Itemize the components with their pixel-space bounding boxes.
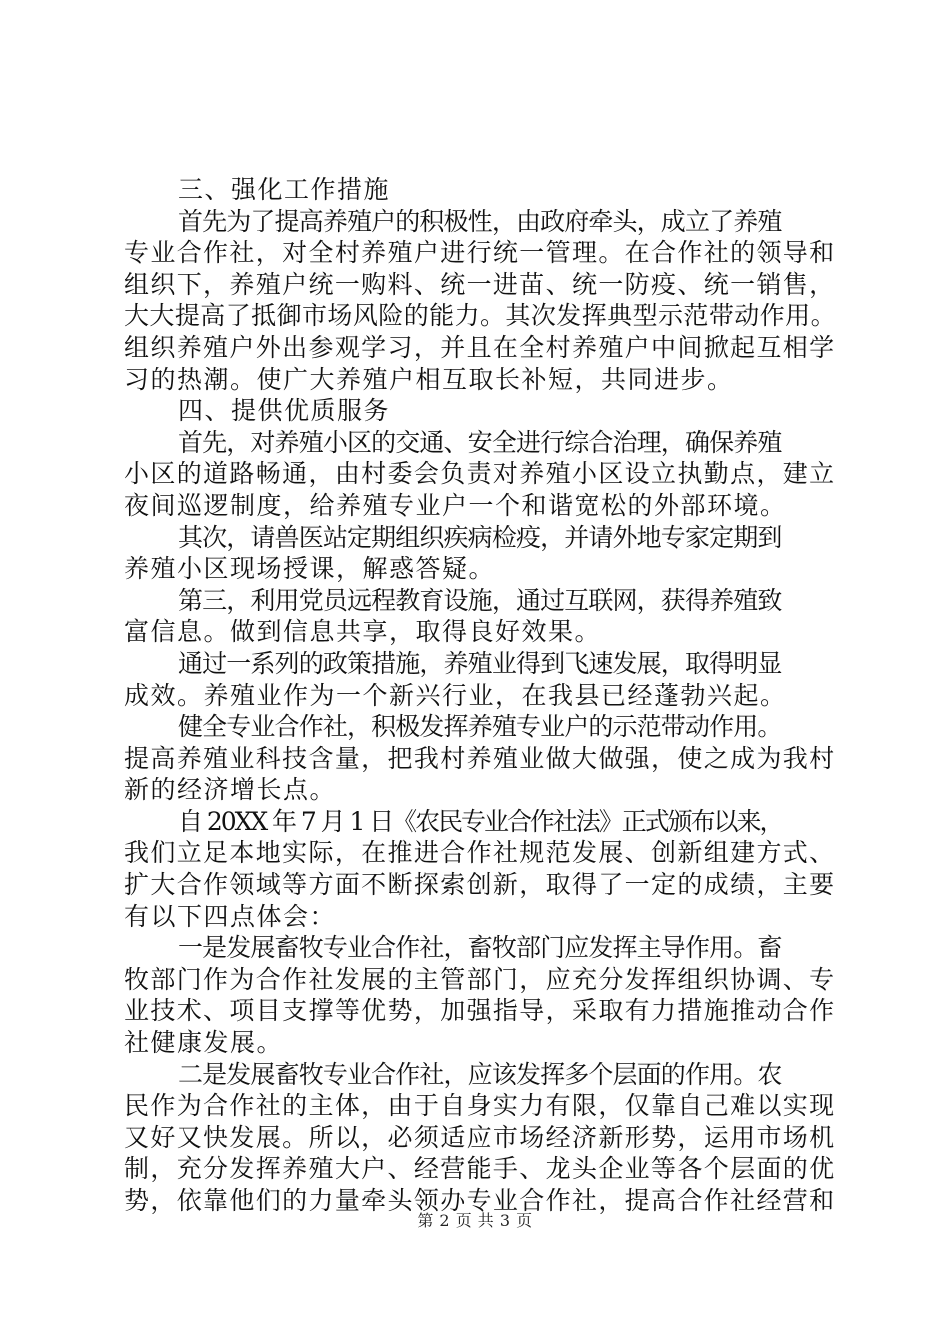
text-line: 制，充分发挥养殖大户、经营能手、龙头企业等各个层面的优 bbox=[124, 1154, 836, 1184]
text-line: 首先，对养殖小区的交通、安全进行综合治理，确保养殖 bbox=[178, 427, 782, 457]
text-line: 业技术、项目支撑等优势，加强指导，采取有力措施推动合作 bbox=[124, 996, 836, 1026]
text-line: 三、强化工作措施 bbox=[178, 175, 391, 204]
text-line: 我们立足本地实际，在推进合作社规范发展、创新组建方式、 bbox=[124, 838, 836, 868]
text-line: 牧部门作为合作社发展的主管部门，应充分发挥组织协调、专 bbox=[124, 964, 836, 994]
body-text bbox=[124, 174, 836, 1217]
text-line: 又好又快发展。所以，必须适应市场经济新形势，运用市场机 bbox=[124, 1122, 836, 1152]
text-line: 一是发展畜牧专业合作社，畜牧部门应发挥主导作用。畜 bbox=[178, 933, 782, 963]
text-line: 组织养殖户外出参观学习，并且在全村养殖户中间掀起互相学 bbox=[124, 332, 836, 362]
text-line: 民作为合作社的主体，由于自身实力有限，仅靠自己难以实现 bbox=[124, 1091, 836, 1121]
text-line: 扩大合作领域等方面不断探索创新，取得了一定的成绩，主要 bbox=[124, 870, 836, 900]
text-line: 富信息。做到信息共享，取得良好效果。 bbox=[124, 617, 602, 647]
page-footer: 第 2 页 共 3 页 bbox=[417, 1211, 533, 1230]
text-line: 新的经济增长点。 bbox=[124, 775, 337, 805]
text-line: 社健康发展。 bbox=[124, 1028, 284, 1058]
text-line: 养殖小区现场授课，解惑答疑。 bbox=[124, 554, 496, 584]
text-line: 二是发展畜牧专业合作社，应该发挥多个层面的作用。农 bbox=[178, 1059, 782, 1089]
text-line: 其次，请兽医站定期组织疾病检疫，并请外地专家定期到 bbox=[178, 522, 782, 552]
text-line: 大大提高了抵御市场风险的能力。其次发挥典型示范带动作用。 bbox=[124, 301, 837, 331]
text-line: 势，依靠他们的力量牵头领办专业合作社，提高合作社经营和 bbox=[124, 1186, 836, 1215]
text-line: 夜间巡逻制度，给养殖专业户一个和谐宽松的外部环境。 bbox=[124, 490, 787, 520]
text-line: 健全专业合作社，积极发挥养殖专业户的示范带动作用。 bbox=[178, 712, 782, 742]
text-line: 首先为了提高养殖户的积极性，由政府牵头，成立了养殖 bbox=[178, 206, 782, 236]
text-line: 成效。养殖业作为一个新兴行业，在我县已经蓬勃兴起。 bbox=[124, 680, 787, 710]
text-line: 通过一系列的政策措施，养殖业得到飞速发展，取得明显 bbox=[178, 648, 782, 678]
text-line: 有以下四点体会： bbox=[124, 901, 337, 931]
text-line: 专业合作社，对全村养殖户进行统一管理。在合作社的领导和 bbox=[124, 238, 836, 268]
text-line: 第三，利用党员远程教育设施，通过互联网，获得养殖致 bbox=[178, 585, 782, 615]
text-line: 四、提供优质服务 bbox=[178, 396, 391, 426]
text-line: 提高养殖业科技含量，把我村养殖业做大做强，使之成为我村 bbox=[124, 743, 836, 773]
text-line: 组织下，养殖户统一购料、统一进苗、统一防疫、统一销售， bbox=[124, 269, 836, 299]
text-line: 习的热潮。使广大养殖户相互取长补短，共同进步。 bbox=[124, 364, 734, 394]
text-line: 自 20XX 年 7 月 1 日《农民专业合作社法》正式颁布以来， bbox=[178, 806, 783, 836]
text-line: 小区的道路畅通，由村委会负责对养殖小区设立执勤点，建立 bbox=[124, 459, 836, 489]
